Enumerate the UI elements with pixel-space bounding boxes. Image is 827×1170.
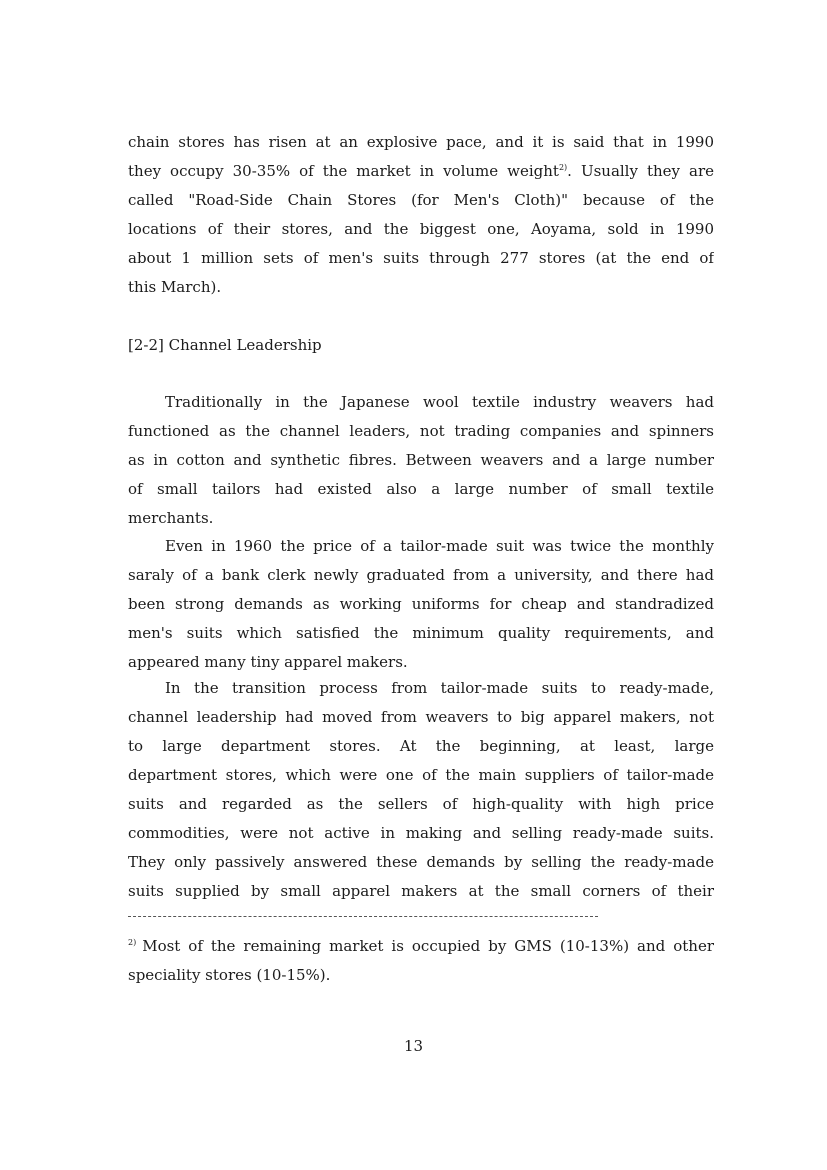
text-span: . Usually they are: [567, 162, 714, 180]
footnote-mark: 2): [128, 938, 137, 947]
footnote-line: [128, 932, 714, 961]
text-line: In the transition process from tailor-made suits to ready-made,: [165, 679, 714, 697]
text-line: suits supplied by small apparel makers at the small corners of their: [128, 882, 714, 900]
footnote-text: Most of the remaining market is occupied by GMS (10-13%) and other: [142, 937, 714, 955]
text-line-with-footnote: [128, 157, 714, 186]
text-line: They only passively answered these demands by selling the ready-made: [128, 853, 714, 871]
text-line: men's suits which satisfied the minimum quality requirements, and: [128, 624, 714, 642]
paragraph-top: [128, 128, 714, 302]
text-line: saraly of a bank clerk newly graduated from a university, and there had: [128, 566, 714, 584]
page-number: 13: [403, 1037, 424, 1055]
text-line: about 1 million sets of men's suits through 277 stores (at the end of: [128, 249, 714, 267]
text-line: merchants.: [128, 509, 214, 527]
text-line: locations of their stores, and the biggest one, Aoyama, sold in 1990: [128, 220, 714, 238]
paragraph-1: [128, 388, 714, 533]
footnote-reference: 2): [558, 163, 568, 172]
text-line: chain stores has risen at an explosive pace, and it is said that in 1990: [128, 133, 714, 151]
text-line: channel leadership had moved from weavers to big apparel makers, not: [128, 708, 714, 726]
text-line: called "Road-Side Chain Stores (for Men's Cloth)" because of the: [128, 191, 714, 209]
text-line: been strong demands as working uniforms for cheap and standradized: [128, 595, 714, 613]
text-line: department stores, which were one of the main suppliers of tailor-made: [128, 766, 714, 784]
text-line: Traditionally in the Japanese wool textile industry weavers had: [165, 393, 714, 411]
text-line: appeared many tiny apparel makers.: [128, 653, 408, 671]
text-span: they occupy 30-35% of the market in volume weight: [128, 162, 559, 180]
paragraph-2: [128, 532, 714, 677]
text-line: this March).: [128, 278, 222, 296]
text-line: commodities, were not active in making and selling ready-made suits.: [128, 824, 714, 842]
text-line: of small tailors had existed also a large number of small textile: [128, 480, 714, 498]
section-heading: [2-2] Channel Leadership: [128, 336, 322, 354]
text-line: functioned as the channel leaders, not trading companies and spinners: [128, 422, 714, 440]
text-line: as in cotton and synthetic fibres. Between weavers and a large number: [128, 451, 714, 469]
text-line: to large department stores. At the beginning, at least, large: [128, 737, 714, 755]
text-line: suits and regarded as the sellers of high-quality with high price: [128, 795, 714, 813]
paragraph-3: [128, 674, 714, 906]
text-line: Even in 1960 the price of a tailor-made suit was twice the monthly: [165, 537, 714, 555]
footnote: [128, 932, 714, 990]
footnote-separator: [128, 916, 598, 917]
footnote-line: speciality stores (10-15%).: [128, 966, 331, 984]
